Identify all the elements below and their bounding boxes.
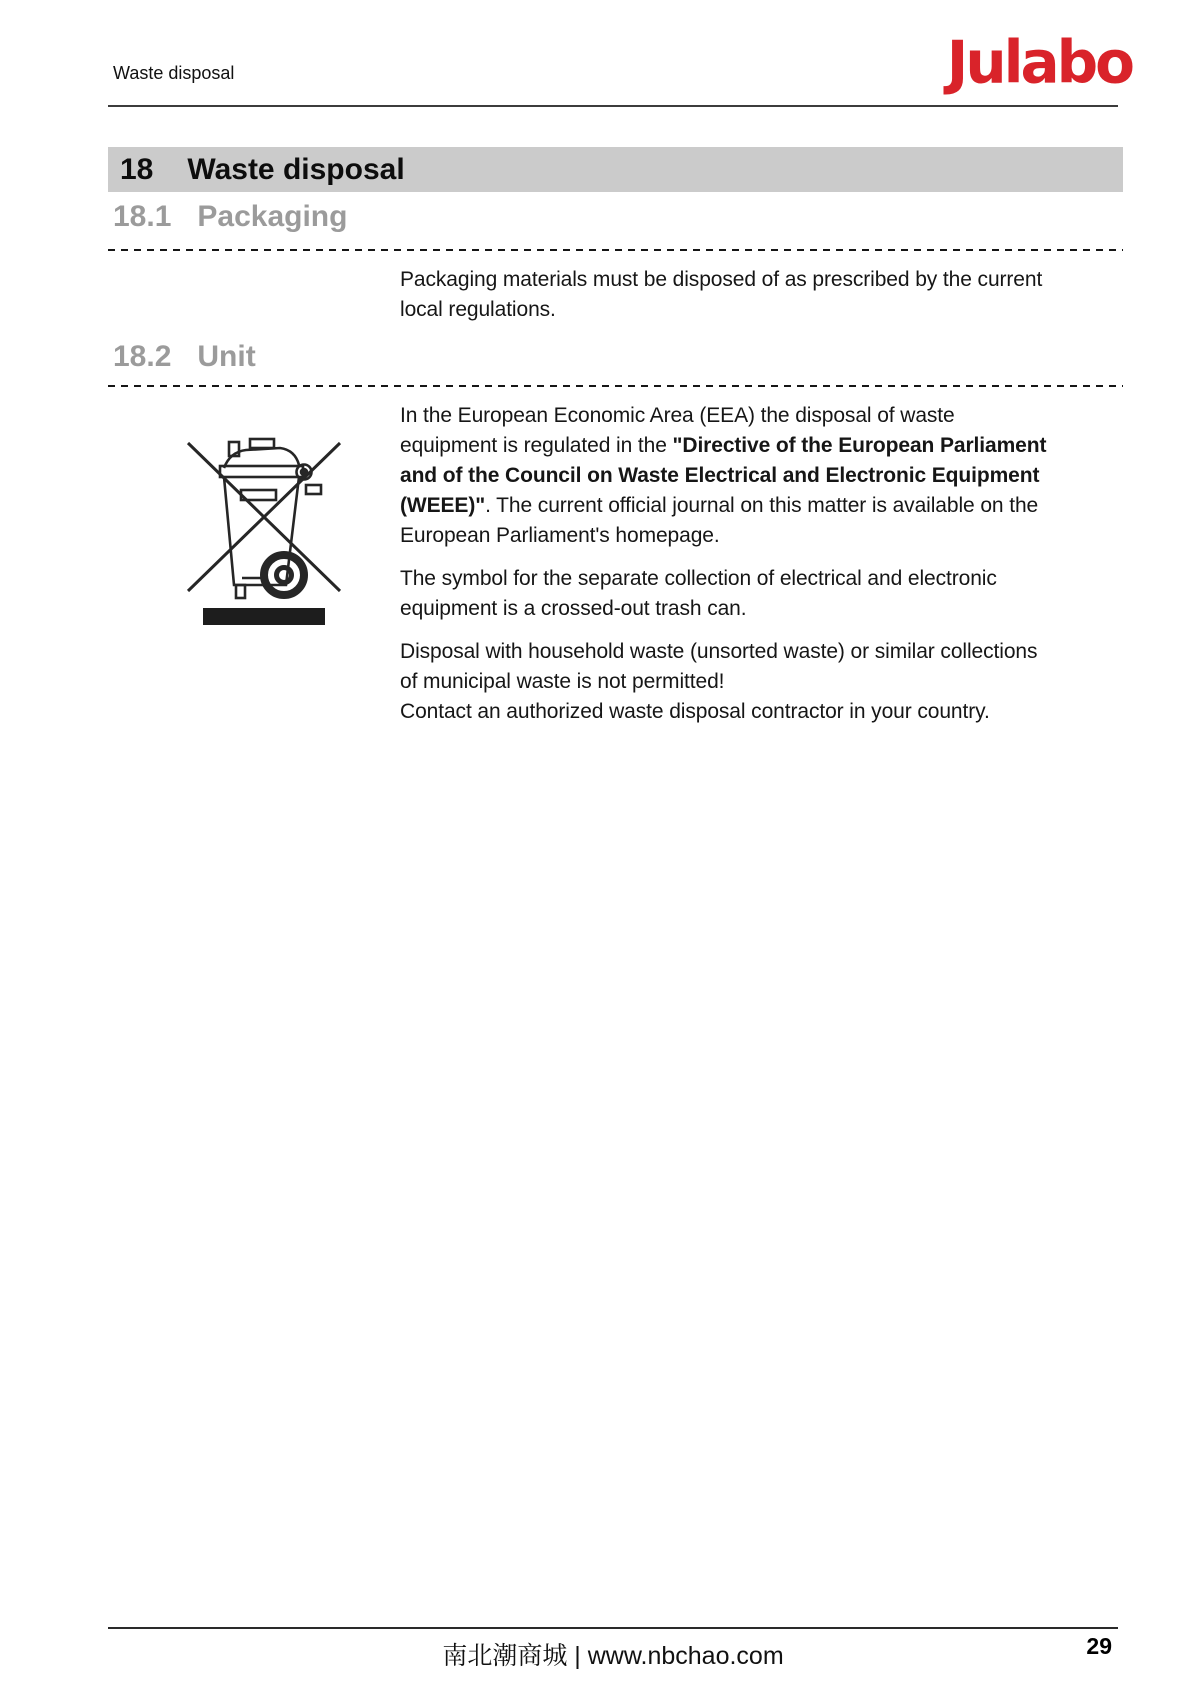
subsection-title: Unit bbox=[197, 340, 256, 373]
subsection-title: Packaging bbox=[197, 200, 348, 233]
weee-crossed-out-trash-can-icon bbox=[184, 435, 344, 627]
footer-divider bbox=[108, 1627, 1118, 1629]
packaging-paragraph: Packaging materials must be disposed of as prescribed by the current local regulations. bbox=[400, 268, 1043, 321]
chapter-banner bbox=[108, 147, 1123, 192]
julabo-logo: Julabo bbox=[946, 27, 1132, 97]
chapter-title: Waste disposal bbox=[187, 152, 405, 186]
subsection-heading-unit bbox=[113, 340, 256, 374]
footer-site-text: 南北潮商城 | www.nbchao.com bbox=[442, 1642, 784, 1670]
paragraph-text: In the European Economic Area (EEA) the disposal of waste equipment is regulated in the bbox=[400, 404, 955, 457]
unit-paragraph-2: The symbol for the separate collection of electrical and electronic equipment is a crossed-out trash can. bbox=[400, 567, 997, 620]
paragraph-bold-text: "Directive of the European Parliament and of the Council on Waste Electrical and Electronic Equipment (WEEE)" bbox=[400, 434, 1047, 517]
unit-paragraph-1 bbox=[400, 401, 1055, 551]
unit-paragraphs bbox=[400, 401, 1055, 740]
chapter-number: 18 bbox=[120, 152, 154, 186]
paragraph-text: Disposal with household waste (unsorted waste) or similar collections of municipal waste is not permitted! bbox=[400, 640, 1038, 693]
subsection-number: 18.1 bbox=[113, 200, 172, 233]
unit-paragraph-3 bbox=[400, 637, 1055, 727]
subsection-heading-packaging bbox=[113, 200, 347, 234]
page-number: 29 bbox=[1086, 1633, 1112, 1659]
header-divider bbox=[108, 105, 1118, 107]
paragraph-text: . The current official journal on this matter is available on the European Parliament's homepage. bbox=[400, 494, 1039, 547]
dashed-rule bbox=[108, 249, 1123, 251]
subsection-number: 18.2 bbox=[113, 340, 172, 373]
dashed-rule bbox=[108, 385, 1123, 387]
paragraph-text: Contact an authorized waste disposal contractor in your country. bbox=[400, 700, 990, 723]
running-header-title: Waste disposal bbox=[113, 63, 235, 83]
